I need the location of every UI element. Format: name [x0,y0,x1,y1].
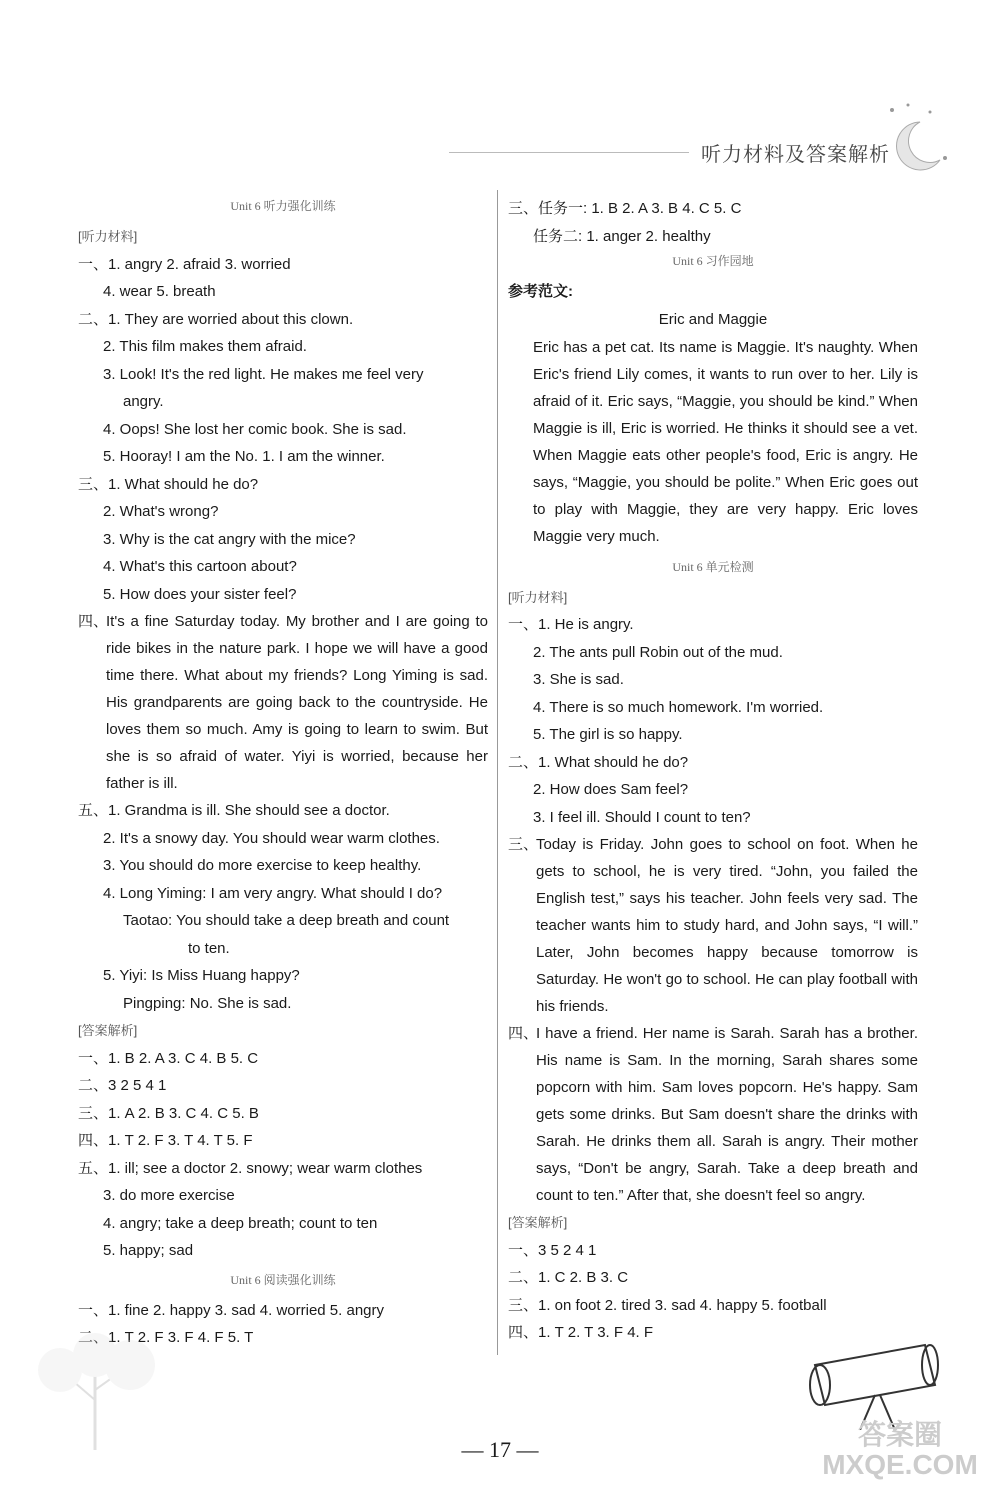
section-title-unit-test: Unit 6 单元检测 [672,559,754,574]
text-line: 5. The girl is so happy. [533,726,683,743]
text-line: 4. There is so much homework. I'm worried. [533,698,824,716]
text-line: 5. Hooray! I am the No. 1. I am the winner. [103,448,385,465]
text-line: 3. She is sad. [533,671,624,688]
essay-title: Eric and Maggie [658,310,768,328]
header-title: 听力材料及答案解析 [701,142,890,166]
column-divider [497,190,498,1355]
text-line: 3. You should do more exercise to keep healthy. [103,857,422,874]
text-line: 4. Oops! She lost her comic book. She is sad. [103,420,407,438]
answer-line: 三、1. A 2. B 3. C 4. C 5. B [78,1104,259,1122]
text-line: 5. How does your sister feel? [103,585,297,603]
text-line: 5. Yiyi: Is Miss Huang happy? [103,967,300,984]
watermark-line: MXQE.COM [822,1449,978,1480]
answer-line: 四、1. T 2. T 3. F 4. F [508,1324,654,1341]
text-line: Taotao: You should take a deep breath and count [123,912,450,929]
text-line: 五、1. Grandma is ill. She should see a doctor. [78,802,390,819]
section-title-reading-drill: Unit 6 阅读强化训练 [230,1272,336,1287]
paragraph-text: Today is Friday. John goes to school on foot. When he gets to school, he is very tired. “John, you failed the English test,” says his teacher. John feels very sad. The teacher wants him to study hard, and John says, “I will.” Later, John becomes happy because tomorrow is Saturday. He won't go to school. He can play football with his friends. [536,836,918,1015]
answer-line: 五、1. ill; see a doctor 2. snowy; wear warm clothes [78,1159,423,1177]
paragraph-text: It's a fine Saturday today. My brother and I are going to ride bikes in the nature park. I hope we will have a good time there. What about my friends? Long Yiming is sad. His grandparents are going back to the countryside. He loves them so much. Amy is going to learn to swim. But she is so afraid of water. Yiyi is worried, because her father is ill. [106,613,488,792]
answer-line: 任务二: 1. anger 2. healthy [533,227,711,245]
text-line: 3. Why is the cat angry with the mice? [103,530,356,548]
essay-text: Eric has a pet cat. Its name is Maggie. It's naughty. When Eric's friend Lily comes, it wants to run over to her. Lily is afraid of it. Eric says, “Maggie, you should be kind.” When Maggie is ill, Eric is worried. He thinks it should see a vet. When Maggie eats other people's food, Eric is angry. He says, “Maggie, you should be polite.” When Eric goes out to play with Maggie, they are very happy. Eric loves Maggie very much. [533,338,918,545]
answer-line: 三、1. on foot 2. tired 3. sad 4. happy 5. football [508,1296,827,1314]
section-title-writing: Unit 6 习作园地 [672,254,754,268]
tag-listening-material: [听力材料] [78,229,138,244]
text-line: Pingping: No. She is sad. [123,994,292,1012]
moon-icon [880,100,950,175]
sample-essay-label: 参考范文: [508,283,573,300]
text-line: 4. wear 5. breath [103,283,216,300]
watermark-line: 答案圈 [857,1419,942,1450]
header-rule [449,152,689,153]
answer-line: 四、1. T 2. F 3. T 4. T 5. F [78,1132,253,1149]
paragraph-saturday [78,608,488,797]
answer-line: 一、3 5 2 4 1 [508,1241,597,1259]
answer-line: 二、3 2 5 4 1 [78,1077,167,1094]
text-line: 3. Look! It's the red light. He makes me feel very [103,365,424,383]
text-line: 三、1. What should he do? [78,475,259,493]
paragraph-text: I have a friend. Her name is Sarah. Sarah has a brother. His name is Sam. In the morning, Sarah shares some popcorn with him. Sam loves popcorn. He's happy. Sam gets some drinks. But Sam doesn't share the drinks with Sarah. He drinks them all. Sarah is angry. Their mother says, “Don't be angry, Sarah. Take a deep breath and count to ten.” After that, she doesn't feel so angry. [536,1025,918,1204]
text-line: 4. What's this cartoon about? [103,558,297,575]
paragraph-label: 四、 [78,613,109,630]
paragraph-label: 四、 [508,1025,539,1042]
right-column [508,195,918,1347]
text-line: to ten. [188,939,230,957]
section-title-listening-drill: Unit 6 听力强化训练 [230,199,336,213]
answer-line: 一、1. B 2. A 3. C 4. B 5. C [78,1049,259,1067]
text-line: angry. [123,393,164,410]
answer-line: 二、1. C 2. B 3. C [508,1269,629,1286]
text-line: 二、1. What should he do? [508,753,689,771]
text-line: 2. The ants pull Robin out of the mud. [533,643,783,661]
text-line: 4. Long Yiming: I am very angry. What should I do? [103,884,443,902]
paragraph-friday [508,831,918,1020]
left-column [78,195,488,1352]
telescope-icon [805,1335,950,1430]
tag-answer-key: [答案解析] [78,1023,138,1038]
tree-illustration-icon [20,1330,170,1450]
answer-line: 4. angry; take a deep breath; count to ten [103,1214,378,1232]
text-line: 一、1. He is angry. [508,616,634,633]
text-line: 二、1. They are worried about this clown. [78,310,354,328]
text-line: 2. What's wrong? [103,503,219,520]
paragraph-sarah [508,1020,918,1209]
text-line: 2. This film makes them afraid. [103,338,307,355]
text-line: 一、1. angry 2. afraid 3. worried [78,255,291,273]
tag-answer-key: [答案解析] [508,1215,568,1230]
tag-listening-material: [听力材料] [508,589,568,605]
text-line: 3. I feel ill. Should I count to ten? [533,808,751,826]
answer-line: 三、任务一: 1. B 2. A 3. B 4. C 5. C [508,200,742,217]
paragraph-label: 三、 [508,836,539,853]
text-line: 2. It's a snowy day. You should wear warm clothes. [103,829,440,847]
answer-line: 二、1. T 2. F 3. F 4. F 5. T [78,1329,254,1346]
answer-line: 5. happy; sad [103,1242,194,1259]
text-line: 2. How does Sam feel? [533,781,689,798]
answer-line: 3. do more exercise [103,1187,235,1204]
answer-line: 一、1. fine 2. happy 3. sad 4. worried 5. angry [78,1301,384,1319]
page-header [449,138,890,167]
page-number: — 17 — [461,1437,539,1462]
